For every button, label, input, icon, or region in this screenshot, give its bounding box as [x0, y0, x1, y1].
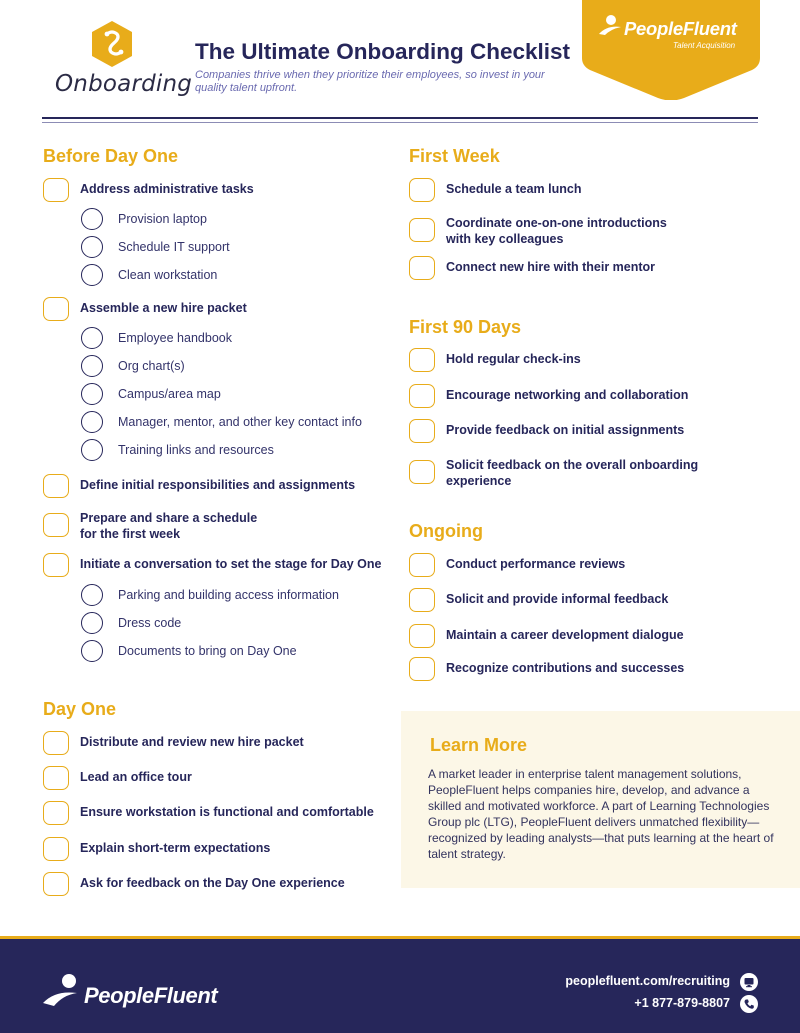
checkbox[interactable]: [409, 657, 435, 681]
section-title-first-90-days: First 90 Days: [409, 317, 522, 337]
sub-checklist-item[interactable]: [81, 584, 339, 606]
checkbox[interactable]: [43, 766, 69, 790]
monitor-icon: [740, 973, 758, 991]
sub-checklist-item[interactable]: [81, 355, 185, 377]
round-checkbox[interactable]: [81, 439, 103, 461]
checklist-item[interactable]: [43, 731, 304, 755]
checklist-item[interactable]: [409, 588, 668, 612]
checklist-item-line: Coordinate one-on-one introductions: [446, 216, 667, 230]
checklist-item-label: Solicit and provide informal feedback: [446, 592, 669, 606]
phone-icon: [740, 995, 758, 1013]
checklist-item-label: Conduct performance reviews: [446, 557, 626, 571]
round-checkbox[interactable]: [81, 236, 103, 258]
peoplefluent-logo-icon: [43, 973, 87, 1009]
sub-checklist-item[interactable]: [81, 439, 274, 461]
checklist-item[interactable]: [409, 178, 581, 202]
checklist-item[interactable]: [43, 801, 374, 825]
page-subtitle: Companies thrive when they prioritize their employees, so invest in your quality talent upfront.: [195, 69, 545, 94]
checklist-item[interactable]: [409, 657, 684, 681]
badge-tagline: Talent Acquisition: [673, 41, 736, 50]
checkbox[interactable]: [409, 218, 435, 242]
checklist-item[interactable]: [409, 419, 684, 443]
footer-phone-number[interactable]: +1 877-879-8807: [634, 996, 730, 1010]
sub-item-label: Employee handbook: [118, 331, 232, 345]
checkbox[interactable]: [43, 801, 69, 825]
sub-item-label: Training links and resources: [118, 443, 274, 457]
checklist-item-label: Define initial responsibilities and assignments: [80, 478, 356, 492]
sub-item-label: Schedule IT support: [118, 240, 230, 254]
checkbox[interactable]: [43, 837, 69, 861]
round-checkbox[interactable]: [81, 327, 103, 349]
checkbox[interactable]: [43, 178, 69, 202]
checklist-item-label: [446, 457, 698, 489]
round-checkbox[interactable]: [81, 411, 103, 433]
checkbox[interactable]: [409, 588, 435, 612]
sub-checklist-item[interactable]: [81, 383, 221, 405]
checklist-item[interactable]: [409, 553, 625, 577]
checklist-item-label: Distribute and review new hire packet: [80, 735, 304, 749]
sub-item-label: Clean workstation: [118, 268, 218, 282]
checkbox[interactable]: [409, 460, 435, 484]
checklist-item-label: Schedule a team lunch: [446, 182, 582, 196]
checkbox[interactable]: [43, 513, 69, 537]
checkbox[interactable]: [409, 384, 435, 408]
checklist-item[interactable]: [409, 218, 667, 247]
sub-checklist-item[interactable]: [81, 612, 181, 634]
round-checkbox[interactable]: [81, 640, 103, 662]
checkbox[interactable]: [43, 731, 69, 755]
checklist-item-label: Address administrative tasks: [80, 182, 254, 196]
checklist-item[interactable]: [43, 178, 254, 202]
checklist-item-label: Initiate a conversation to set the stage for Day One: [80, 557, 382, 571]
onboarding-hex-logo-icon: [91, 20, 133, 68]
checklist-item[interactable]: [43, 837, 270, 861]
checklist-item-line: Prepare and share a schedule: [80, 511, 258, 525]
checklist-item[interactable]: [43, 474, 355, 498]
onboarding-wordmark: Onboarding: [55, 71, 193, 97]
checkbox[interactable]: [43, 872, 69, 896]
round-checkbox[interactable]: [81, 355, 103, 377]
section-title-day-one: Day One: [43, 699, 117, 719]
sub-item-label: Org chart(s): [118, 359, 185, 373]
checkbox[interactable]: [43, 297, 69, 321]
checklist-item[interactable]: [43, 872, 345, 896]
checklist-item-label: Assemble a new hire packet: [80, 301, 247, 315]
peoplefluent-mark-icon: [598, 14, 622, 36]
sub-checklist-item[interactable]: [81, 236, 230, 258]
checkbox[interactable]: [409, 419, 435, 443]
checkbox[interactable]: [409, 348, 435, 372]
sub-checklist-item[interactable]: [81, 411, 362, 433]
sub-item-label: Dress code: [118, 616, 182, 630]
checklist-item[interactable]: [409, 624, 684, 648]
checkbox[interactable]: [409, 624, 435, 648]
checklist-item-label: Ensure workstation is functional and comfortable: [80, 805, 374, 819]
checklist-item[interactable]: [409, 384, 688, 408]
round-checkbox[interactable]: [81, 264, 103, 286]
round-checkbox[interactable]: [81, 584, 103, 606]
checkbox[interactable]: [43, 553, 69, 577]
checklist-item-label: [80, 510, 257, 542]
learn-more-body: A market leader in enterprise talent management solutions, PeopleFluent helps companies hire, develop, and advance a skilled and motivated workforce. A part of Learning Technologies Group plc (LTG), PeopleFluent delivers unmatched flexibility—recognized by leading analysts—that puts learning at the heart of talent strategy.: [428, 767, 774, 861]
checklist-item[interactable]: [43, 297, 247, 321]
header-divider-thin: [42, 122, 758, 123]
sub-checklist-item[interactable]: [81, 327, 232, 349]
checklist-item-label: Provide feedback on initial assignments: [446, 423, 685, 437]
sub-item-label: Documents to bring on Day One: [118, 644, 297, 658]
checklist-item[interactable]: [409, 348, 581, 372]
footer-website-link[interactable]: peoplefluent.com/recruiting: [565, 974, 730, 988]
header-divider: [42, 117, 758, 119]
sub-checklist-item[interactable]: [81, 208, 207, 230]
checkbox[interactable]: [409, 553, 435, 577]
section-title-before-day-one: Before Day One: [43, 146, 179, 166]
round-checkbox[interactable]: [81, 612, 103, 634]
sub-checklist-item[interactable]: [81, 640, 297, 662]
checklist-item-label: Recognize contributions and successes: [446, 661, 685, 675]
checkbox[interactable]: [409, 256, 435, 280]
section-title-ongoing: Ongoing: [409, 521, 483, 541]
footer: [0, 936, 800, 1033]
checklist-item-label: Ask for feedback on the Day One experience: [80, 876, 345, 890]
page-title: The Ultimate Onboarding Checklist: [195, 39, 571, 64]
round-checkbox[interactable]: [81, 208, 103, 230]
checklist-item[interactable]: [43, 766, 192, 790]
section-title-first-week: First Week: [409, 146, 500, 166]
checklist-item-label: Connect new hire with their mentor: [446, 260, 656, 274]
checklist-item[interactable]: [43, 553, 381, 577]
checklist-item-label: Hold regular check-ins: [446, 352, 581, 366]
sub-checklist-item[interactable]: [81, 264, 217, 286]
checklist-item[interactable]: [409, 460, 698, 489]
checklist-item-line: experience: [446, 474, 512, 488]
checklist-item-label: [446, 215, 667, 247]
sub-item-label: Parking and building access information: [118, 588, 339, 602]
footer-brand-name: PeopleFluent: [84, 983, 218, 1008]
checklist-item-label: Encourage networking and collaboration: [446, 388, 689, 402]
badge-brand-name: PeopleFluent: [624, 18, 737, 39]
checklist-item-line: for the first week: [80, 527, 181, 541]
checklist-item-line: with key colleagues: [446, 232, 564, 246]
checklist-item-label: Maintain a career development dialogue: [446, 628, 684, 642]
checklist-item-label: Explain short-term expectations: [80, 841, 271, 855]
sub-item-label: Manager, mentor, and other key contact info: [118, 415, 362, 429]
sub-item-label: Provision laptop: [118, 212, 207, 226]
learn-more-panel: [401, 711, 800, 888]
checklist-item-label: Lead an office tour: [80, 770, 192, 784]
checklist-item-line: Solicit feedback on the overall onboarding: [446, 458, 699, 472]
checkbox[interactable]: [43, 474, 69, 498]
round-checkbox[interactable]: [81, 383, 103, 405]
checklist-item[interactable]: [43, 513, 257, 542]
learn-more-title: Learn More: [430, 735, 528, 755]
checklist-item[interactable]: [409, 256, 655, 280]
sub-item-label: Campus/area map: [118, 387, 221, 401]
checkbox[interactable]: [409, 178, 435, 202]
